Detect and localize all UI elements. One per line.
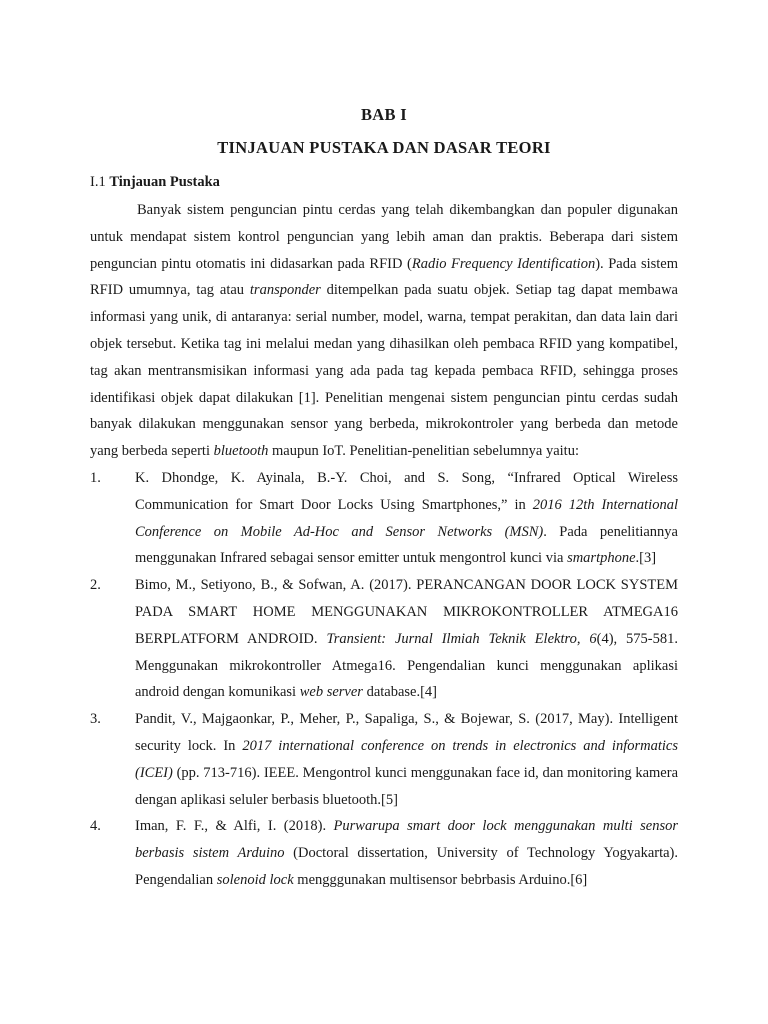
reference-number: 1. xyxy=(90,469,101,486)
body-text xyxy=(90,197,678,894)
reference-text: (4), 575-581. Menggunakan mikrokontroller Atmega16. Pengendalian kunci menggunakan aplikasi android dengan komunikasi xyxy=(135,630,679,701)
intro-paragraph xyxy=(90,197,678,465)
reference-list xyxy=(90,465,678,894)
reference-number: 2. xyxy=(90,577,101,594)
chapter-title: TINJAUAN PUSTAKA DAN DASAR TEORI xyxy=(217,138,551,157)
reference-text: (Doctoral dissertation, University of Technology Yogyakarta). Pengendalian xyxy=(135,845,678,888)
reference-text: . Pada penelitiannya menggunakan Infrared sebagai sensor emitter untuk mengontrol kunci via xyxy=(135,523,678,567)
reference-italic-text: 2017 international conference on trends in electronics and informatics (ICEI) xyxy=(135,737,678,781)
reference-text: , xyxy=(576,630,590,647)
reference-italic-text: smartphone xyxy=(567,550,636,567)
reference-item xyxy=(90,706,678,813)
paragraph-italic-term: Radio Frequency Identification xyxy=(411,255,596,272)
paragraph-text: ditempelkan pada suatu objek. Setiap tag dapat membawa informasi yang unik, di antaranya: serial number, model, warna, tempat perakitan, dan data lain dari objek tersebut. Ketika tag ini melalui medan yang dihasilkan oleh pembaca RFID yang kompatibel, tag akan mentransmisikan informasi yang ada pada tag kepada pembaca RFID, sehingga proses identifikasi objek dapat dilakukan [1]. Penelitian mengenai sistem penguncian pintu cerdas sudah banyak dilakukan menggunakan sensor yang berbeda, mikrokontroler yang berbeda dan metode yang berbeda seperti xyxy=(90,282,678,460)
reference-text: Bimo, M., Setiyono, B., & Sofwan, A. (2017). PERANCANGAN DOOR LOCK SYSTEM PADA SMART HOME MENGGUNAKAN MIKROKONTROLLER ATMEGA16 BERPLATFORM ANDROID. xyxy=(135,577,678,647)
reference-text: mengggunakan multisensor bebrbasis Arduino.[6] xyxy=(293,871,588,888)
paragraph-italic-term: transponder xyxy=(249,282,321,299)
section-heading xyxy=(90,172,220,192)
reference-text: database.[4] xyxy=(362,684,438,701)
reference-text: (pp. 713-716). IEEE. Mengontrol kunci menggunakan face id, dan monitoring kamera dengan aplikasi seluler berbasis bluetooth.[5] xyxy=(135,764,678,808)
reference-italic-text: solenoid lock xyxy=(216,871,294,888)
document-page xyxy=(90,0,678,1024)
reference-item xyxy=(90,465,678,572)
section-title: Tinjauan Pustaka xyxy=(109,174,220,190)
paragraph-text: Banyak sistem penguncian pintu cerdas yang telah dikembangkan dan populer digunakan untuk mendapat sistem kontrol penguncian yang lebih aman dan praktis. Beberapa dari sistem penguncian pintu otomatis ini didasarkan pada RFID ( xyxy=(90,202,678,272)
paragraph-italic-term: bluetooth xyxy=(213,443,269,460)
reference-italic-text: 2016 12th International Conference on Mobile Ad-Hoc and Sensor Networks (MSN) xyxy=(135,496,678,540)
reference-item xyxy=(90,813,678,893)
reference-italic-text: 6 xyxy=(589,630,597,647)
reference-text: .[3] xyxy=(635,550,657,567)
reference-item xyxy=(90,572,678,706)
section-number: I.1 xyxy=(90,174,106,190)
reference-italic-text: web server xyxy=(299,684,363,701)
reference-italic-text: Purwarupa smart door lock menggunakan multi sensor berbasis sistem Arduino xyxy=(135,818,678,862)
reference-text: K. Dhondge, K. Ayinala, B.-Y. Choi, and S. Song, “Infrared Optical Wireless Communication for Smart Door Locks Using Smartphones,” in xyxy=(135,469,678,513)
paragraph-text: ). Pada sistem RFID umumnya, tag atau xyxy=(90,255,679,299)
reference-italic-text: Transient: Jurnal Ilmiah Teknik Elektro xyxy=(326,630,577,647)
reference-text: Iman, F. F., & Alfi, I. (2018). xyxy=(135,818,334,835)
reference-number: 4. xyxy=(90,818,101,835)
chapter-number: BAB I xyxy=(361,105,407,124)
reference-number: 3. xyxy=(90,711,101,728)
reference-text: Pandit, V., Majgaonkar, P., Meher, P., Sapaliga, S., & Bojewar, S. (2017, May). Intelligent security lock. In xyxy=(135,711,678,754)
paragraph-text: maupun IoT. Penelitian-penelitian sebelumnya yaitu: xyxy=(268,443,579,460)
